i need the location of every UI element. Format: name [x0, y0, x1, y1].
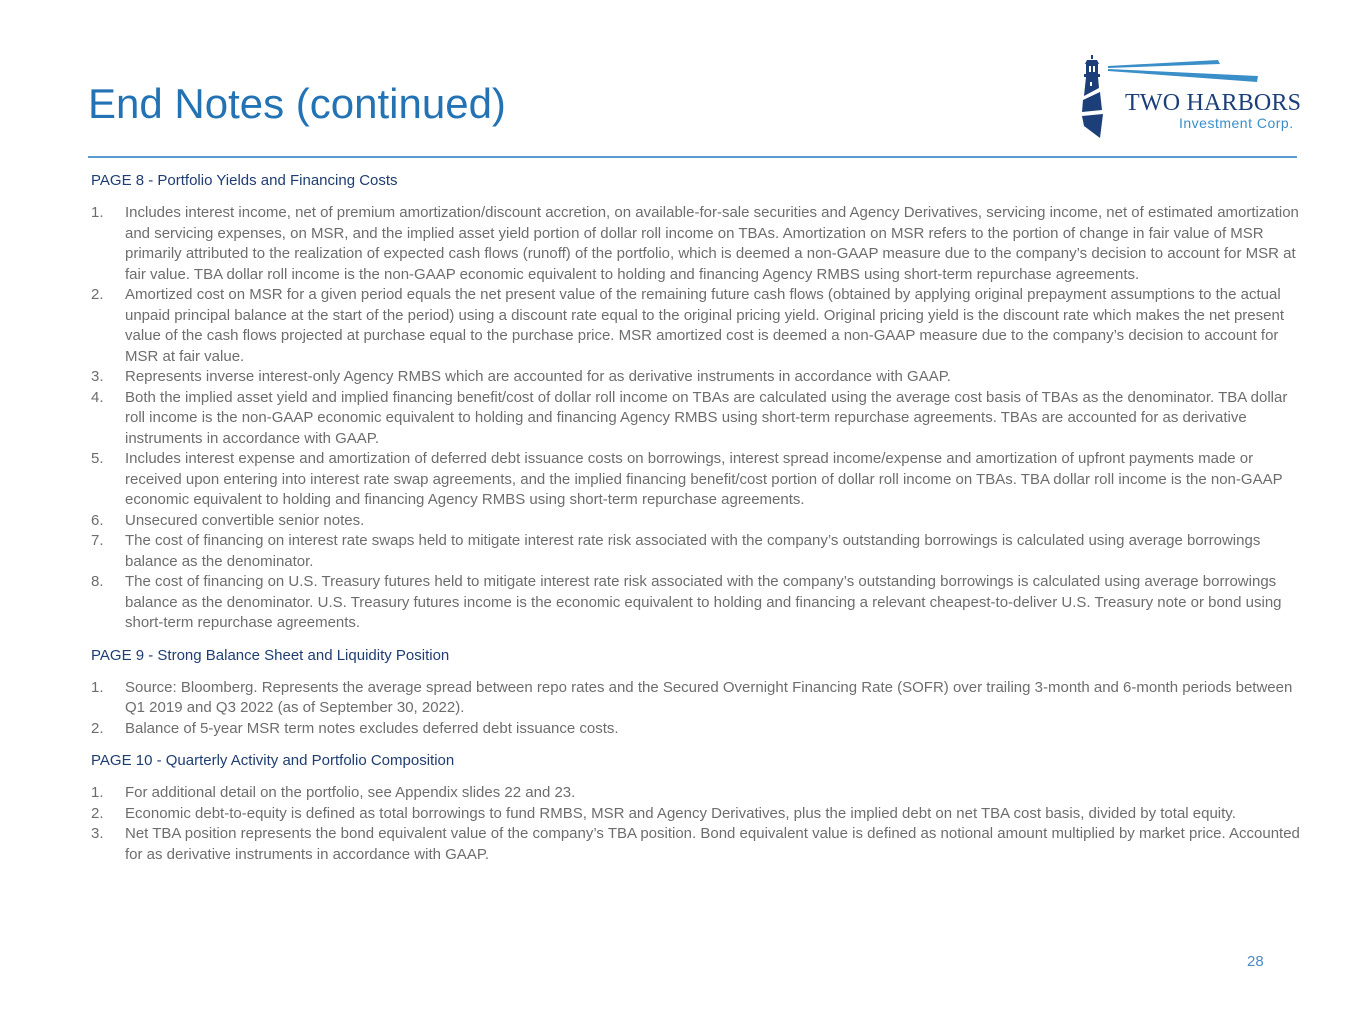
note-number: 2.	[91, 286, 104, 303]
note-number: 3.	[91, 825, 104, 842]
note-number: 2.	[91, 804, 104, 822]
note-text: Includes interest expense and amortization of deferred debt issuance costs on borrowings, interest spread income/expense and amortization of upfront payments made or received upon entering into interest rate swap agreements, and the implied financing benefit/cost portion of dollar roll income on TBAs. TBA dollar roll income is the non-GAAP economic equivalent to holding and financing Agency RMBS using short-term repurchase agreements.	[125, 450, 1283, 508]
note-item	[91, 531, 1306, 572]
note-number: 5.	[91, 450, 104, 467]
note-text: Both the implied asset yield and implied financing benefit/cost of dollar roll income on TBAs are calculated using the average cost basis of TBAs as the denominator. TBA dollar roll income is the non-GAAP economic equivalent to holding and financing Agency RMBS using short-term repurchase agreements. TBAs are accounted for as derivative instruments in accordance with GAAP.	[125, 388, 1288, 447]
note-number: 1.	[91, 204, 104, 221]
company-logo	[1078, 52, 1304, 140]
note-text: Source: Bloomberg. Represents the average spread between repo rates and the Secured Overnight Financing Rate (SOFR) over trailing 3-month and 6-month periods between Q1 2019 and Q3 2022 (as of September 30, 2022).	[125, 678, 1293, 716]
logo-name: TWO HARBORS	[1125, 90, 1302, 116]
note-item	[91, 203, 1306, 285]
note-text: Unsecured convertible senior notes.	[125, 511, 365, 529]
note-item	[91, 678, 1306, 719]
note-number: 1.	[91, 678, 104, 696]
page-title: End Notes (continued)	[88, 80, 506, 127]
note-number: 2.	[91, 719, 104, 737]
note-text: Balance of 5-year MSR term notes excludes deferred debt issuance costs.	[125, 719, 619, 737]
note-item	[91, 367, 1306, 388]
note-number: 8.	[91, 573, 104, 590]
page-number: 28	[1247, 953, 1264, 970]
note-text: For additional detail on the portfolio, see Appendix slides 22 and 23.	[125, 784, 576, 801]
note-text: Economic debt-to-equity is defined as total borrowings to fund RMBS, MSR and Agency Derivatives, plus the implied debt on net TBA cost basis, divided by total equity.	[125, 804, 1236, 822]
section-heading: PAGE 8 - Portfolio Yields and Financing Costs	[91, 172, 398, 189]
note-item	[91, 804, 1306, 825]
logo-subtitle: Investment Corp.	[1179, 115, 1294, 131]
note-text: Amortized cost on MSR for a given period equals the net present value of the remaining future cash flows (obtained by applying original prepayment assumptions to the actual unpaid principal balance at the start of the period) using a discount rate equal to the original pricing yield. Original pricing yield is the discount rate which makes the net present value of the cash flows projected at purchase equal to the purchase price. MSR amortized cost is deemed a non-GAAP measure due to the company’s decision to account for MSR at fair value.	[125, 286, 1284, 365]
note-item	[91, 572, 1306, 634]
note-text: Includes interest income, net of premium amortization/discount accretion, on available-for-sale securities and Agency Derivatives, servicing income, net of estimated amortization and servicing expenses, on MSR, and the implied asset yield portion of dollar roll income on TBAs. Amortization on MSR refers to the portion of change in fair value of MSR primarily attributed to the realization of expected cash flows (runoff) of the portfolio, which is deemed a non-GAAP measure due to the company’s decision to account for MSR at fair value. TBA dollar roll income is the non-GAAP economic equivalent to holding and financing Agency RMBS using short-term repurchase agreements.	[125, 204, 1299, 283]
note-item	[91, 388, 1306, 450]
end-notes-content	[91, 171, 1306, 877]
section-heading: PAGE 9 - Strong Balance Sheet and Liquidity Position	[91, 646, 450, 664]
note-number: 1.	[91, 784, 104, 801]
section-page-8	[91, 171, 1306, 634]
header-divider	[88, 156, 1297, 158]
notes-list	[91, 783, 1306, 865]
note-item	[91, 719, 1306, 740]
note-text: Represents inverse interest-only Agency RMBS which are accounted for as derivative instruments in accordance with GAAP.	[125, 368, 951, 385]
notes-list	[91, 203, 1306, 634]
note-item	[91, 824, 1306, 865]
notes-list	[91, 678, 1306, 740]
note-item	[91, 511, 1306, 532]
note-number: 6.	[91, 511, 104, 529]
note-text: The cost of financing on interest rate swaps held to mitigate interest rate risk associated with the company’s outstanding borrowings is calculated using average borrowings balance as the denominator.	[125, 532, 1261, 570]
note-item	[91, 449, 1306, 511]
section-heading: PAGE 10 - Quarterly Activity and Portfolio Composition	[91, 752, 455, 769]
note-item	[91, 285, 1306, 367]
section-page-10	[91, 751, 1306, 865]
note-number: 3.	[91, 368, 104, 385]
note-number: 7.	[91, 532, 104, 549]
section-page-9	[91, 646, 1306, 740]
note-text: Net TBA position represents the bond equivalent value of the company’s TBA position. Bond equivalent value is defined as notional amount multiplied by market price. Accounted for as derivative instruments in accordance with GAAP.	[125, 825, 1300, 863]
note-number: 4.	[91, 388, 104, 406]
note-item	[91, 783, 1306, 804]
note-text: The cost of financing on U.S. Treasury futures held to mitigate interest rate risk associated with the company’s outstanding borrowings is calculated using average borrowings balance as the denominator. U.S. Treasury futures income is the economic equivalent to holding and financing a relevant cheapest-to-deliver U.S. Treasury note or bond using short-term repurchase agreements.	[125, 573, 1282, 631]
